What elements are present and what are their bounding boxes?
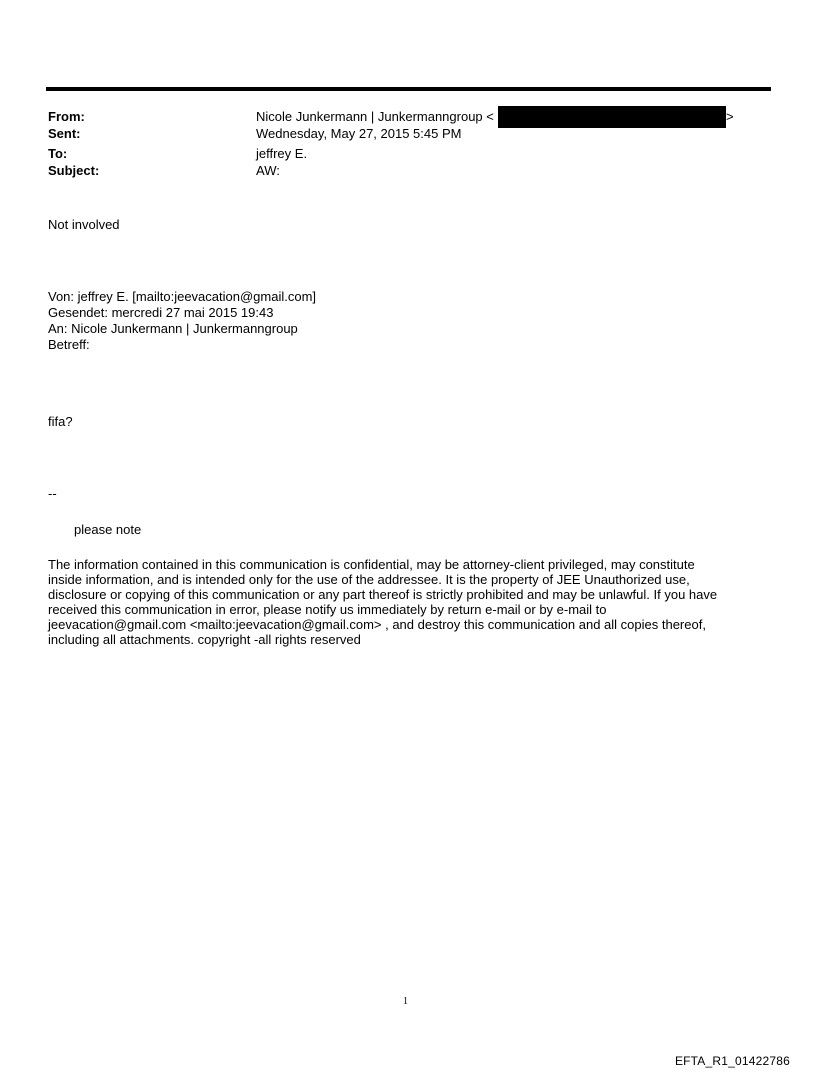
disclaimer-line: The information contained in this communication is confidential, may be attorney-client privileged, may constitute xyxy=(48,557,695,572)
redaction-block xyxy=(498,106,726,128)
disclaimer-line: jeevacation@gmail.com <mailto:jeevacation@gmail.com> , and destroy this communication and all copies thereof, xyxy=(48,617,706,632)
to-value: jeffrey E. xyxy=(256,146,308,161)
please-note: please note xyxy=(74,522,142,537)
to-row xyxy=(48,146,768,164)
quoted-header xyxy=(48,289,768,353)
from-value: Nicole Junkermann | Junkermanngroup < xyxy=(256,109,494,124)
reply-text: Not involved xyxy=(48,217,120,232)
from-close-bracket: > xyxy=(726,109,734,124)
quoted-von: Von: jeffrey E. [mailto:jeevacation@gmail.com] xyxy=(48,289,317,304)
quoted-an: An: Nicole Junkermann | Junkermanngroup xyxy=(48,321,298,336)
header-divider xyxy=(46,87,771,91)
document-id: EFTA_R1_01422786 xyxy=(674,1054,790,1068)
subject-row xyxy=(48,163,768,181)
signature-separator: -- xyxy=(48,486,57,501)
subject-label: Subject: xyxy=(48,163,100,178)
sent-value: Wednesday, May 27, 2015 5:45 PM xyxy=(256,126,462,141)
to-label: To: xyxy=(48,146,68,161)
sent-label: Sent: xyxy=(48,126,81,141)
disclaimer-line: including all attachments. copyright -all rights reserved xyxy=(48,632,361,647)
quoted-message: fifa? xyxy=(48,414,73,429)
disclaimer-line: received this communication in error, please notify us immediately by return e-mail or by e-mail to xyxy=(48,602,607,617)
disclaimer xyxy=(48,557,768,647)
quoted-betreff: Betreff: xyxy=(48,337,90,352)
disclaimer-line: disclosure or copying of this communication or any part thereof is strictly prohibited and may be unlawful. If you have xyxy=(48,587,718,602)
quoted-gesendet: Gesendet: mercredi 27 mai 2015 19:43 xyxy=(48,305,274,320)
page-number: 1 xyxy=(403,996,408,1007)
sent-row xyxy=(48,126,768,144)
subject-value: AW: xyxy=(256,163,280,178)
from-label: From: xyxy=(48,109,85,124)
disclaimer-line: inside information, and is intended only for the use of the addressee. It is the property of JEE Unauthorized use, xyxy=(48,572,690,587)
